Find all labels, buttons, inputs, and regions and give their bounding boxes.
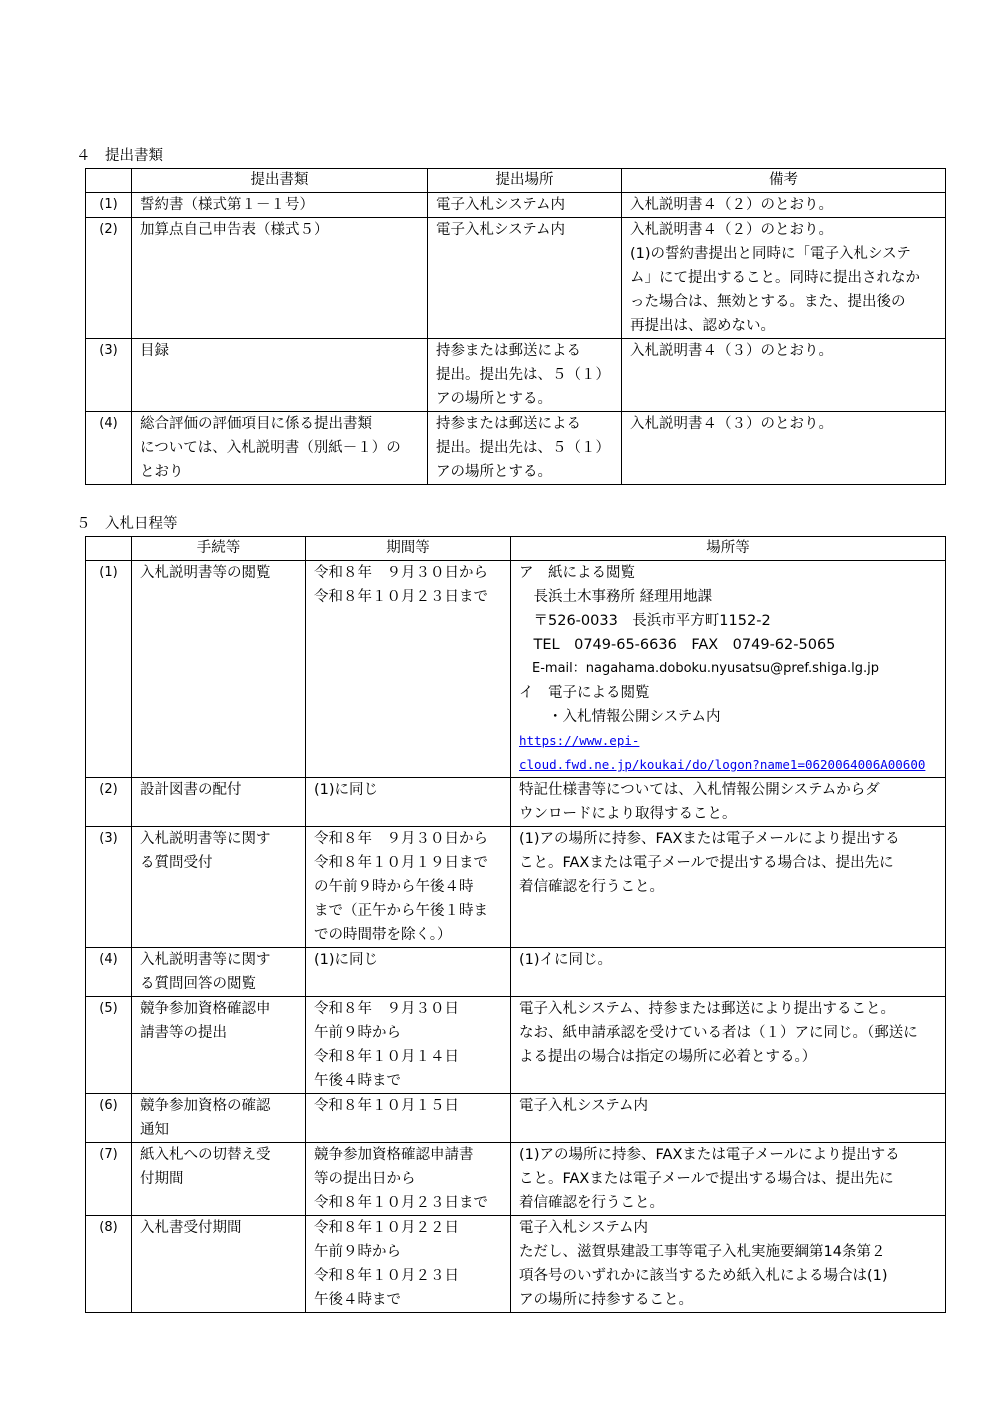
period-line: 令和８年 ９月３０日 bbox=[314, 1001, 459, 1017]
table-row bbox=[86, 218, 946, 339]
location-line: こと。FAXまたは電子メールで提出する場合は、提出先に bbox=[519, 855, 894, 871]
submission-place-line: 提出。提出先は、５（１） bbox=[436, 440, 610, 456]
period bbox=[306, 561, 511, 778]
table-row bbox=[86, 1094, 946, 1143]
header-documents: 提出書類 bbox=[132, 169, 428, 193]
location-line: ウンロードにより取得すること。 bbox=[519, 806, 737, 822]
location-line: 着信確認を行うこと。 bbox=[519, 879, 664, 895]
period-line: 午後４時まで bbox=[314, 1292, 401, 1308]
procedure-line: 入札書受付期間 bbox=[140, 1220, 242, 1236]
table-row bbox=[86, 827, 946, 948]
submission-place-line: 電子入札システム内 bbox=[436, 222, 566, 238]
notes-line: ム」にて提出すること。同時に提出されなか bbox=[630, 270, 920, 286]
header-num bbox=[86, 169, 132, 193]
header-period: 期間等 bbox=[306, 537, 511, 561]
location-line: アの場所に持参すること。 bbox=[519, 1292, 693, 1308]
location bbox=[511, 1094, 946, 1143]
procedure-line: 入札説明書等に関す bbox=[140, 952, 271, 968]
location-line: こと。FAXまたは電子メールで提出する場合は、提出先に bbox=[519, 1171, 894, 1187]
submission-place bbox=[428, 218, 622, 339]
submission-place-line: 持参または郵送による bbox=[436, 416, 581, 432]
location-line: 項各号のいずれかに該当するため紙入札による場合は(1) bbox=[519, 1268, 888, 1284]
location bbox=[511, 827, 946, 948]
table-row bbox=[86, 561, 946, 778]
period-line: 令和８年１０月１９日まで bbox=[314, 855, 488, 871]
procedure bbox=[132, 827, 306, 948]
period-line: (1)に同じ bbox=[314, 952, 379, 968]
procedure-line: 競争参加資格の確認 bbox=[140, 1098, 271, 1114]
notes-line: 入札説明書４（２）のとおり。 bbox=[630, 222, 833, 238]
procedure-line: 入札説明書等に関す bbox=[140, 831, 271, 847]
document-name-line: 目録 bbox=[140, 343, 169, 359]
bidding-schedule-table bbox=[85, 536, 946, 1313]
procedure-line: 通知 bbox=[140, 1122, 169, 1138]
procedure bbox=[132, 561, 306, 778]
procedure bbox=[132, 778, 306, 827]
location bbox=[511, 778, 946, 827]
location-line: イ 電子による閲覧 bbox=[519, 685, 650, 701]
period-line: 令和８年 ９月３０日から bbox=[314, 565, 488, 581]
submission-place-line: 電子入札システム内 bbox=[436, 197, 566, 213]
period bbox=[306, 778, 511, 827]
epi-cloud-link[interactable]: cloud.fwd.ne.jp/koukai/do/logon?name1=0620064006A00600 bbox=[519, 757, 926, 772]
submission-place-line: アの場所とする。 bbox=[436, 464, 552, 480]
period-line: の午前９時から午後４時 bbox=[314, 879, 474, 895]
period-line: 午前９時から bbox=[314, 1244, 401, 1260]
location bbox=[511, 1216, 946, 1313]
notes-line: 入札説明書４（２）のとおり。 bbox=[630, 197, 833, 213]
location-line: 特記仕様書等については、入札情報公開システムからダ bbox=[519, 782, 880, 798]
table-row bbox=[86, 997, 946, 1094]
period-line: (1)に同じ bbox=[314, 782, 379, 798]
location-line: 電子入札システム内 bbox=[519, 1220, 649, 1236]
table-row bbox=[86, 1216, 946, 1313]
notes bbox=[622, 339, 946, 412]
period-line: 令和８年１０月２３日 bbox=[314, 1268, 459, 1284]
table-row bbox=[86, 339, 946, 412]
location-line: 長浜土木事務所 経理用地課 bbox=[519, 589, 713, 605]
location bbox=[511, 997, 946, 1094]
period-line: 令和８年１０月１４日 bbox=[314, 1049, 459, 1065]
notes bbox=[622, 193, 946, 218]
document-name-line: については、入札説明書（別紙－１）の bbox=[140, 440, 401, 456]
procedure-line: 入札説明書等の閲覧 bbox=[140, 565, 271, 581]
location bbox=[511, 561, 946, 778]
procedure-line: 競争参加資格確認申 bbox=[140, 1001, 271, 1017]
row-number: (7) bbox=[86, 1143, 132, 1216]
row-number: (4) bbox=[86, 948, 132, 997]
table-row bbox=[86, 193, 946, 218]
procedure-line: 請書等の提出 bbox=[140, 1025, 227, 1041]
location bbox=[511, 948, 946, 997]
row-number: (2) bbox=[86, 778, 132, 827]
row-number: (6) bbox=[86, 1094, 132, 1143]
document-name-line: 誓約書（様式第１－１号） bbox=[140, 197, 314, 213]
period-line: での時間帯を除く。） bbox=[314, 927, 452, 943]
header-location: 場所等 bbox=[511, 537, 946, 561]
period bbox=[306, 997, 511, 1094]
notes bbox=[622, 218, 946, 339]
notes-line: った場合は、無効とする。また、提出後の bbox=[630, 294, 906, 310]
location-line: 〒526-0033 長浜市平方町1152-2 bbox=[519, 613, 771, 629]
table-row bbox=[86, 412, 946, 485]
document-name bbox=[132, 193, 428, 218]
location-line: よる提出の場合は指定の場所に必着とする。） bbox=[519, 1049, 817, 1065]
row-number: (3) bbox=[86, 827, 132, 948]
period-line: 令和８年１０月２３日まで bbox=[314, 1195, 488, 1211]
procedure-line: 紙入札への切替え受 bbox=[140, 1147, 271, 1163]
submission-place-line: 提出。提出先は、５（１） bbox=[436, 367, 610, 383]
row-number: (4) bbox=[86, 412, 132, 485]
row-number: (1) bbox=[86, 561, 132, 778]
period-line: まで（正午から午後１時ま bbox=[314, 903, 488, 919]
location-line: 電子入札システム内 bbox=[519, 1098, 649, 1114]
table-header-row bbox=[86, 537, 946, 561]
location-line: (1)イに同じ。 bbox=[519, 952, 613, 968]
procedure bbox=[132, 997, 306, 1094]
row-number: (5) bbox=[86, 997, 132, 1094]
location-line: ・入札情報公開システム内 bbox=[519, 709, 721, 725]
procedure bbox=[132, 1094, 306, 1143]
location-line: (1)アの場所に持参、FAXまたは電子メールにより提出する bbox=[519, 1147, 900, 1163]
notes bbox=[622, 412, 946, 485]
location-line: 電子入札システム、持参または郵送により提出すること。 bbox=[519, 1001, 895, 1017]
period bbox=[306, 827, 511, 948]
header-procedure: 手続等 bbox=[132, 537, 306, 561]
row-number: (1) bbox=[86, 193, 132, 218]
header-notes: 備考 bbox=[622, 169, 946, 193]
location-line: ただし、滋賀県建設工事等電子入札実施要綱第14条第２ bbox=[519, 1244, 886, 1260]
submission-place bbox=[428, 412, 622, 485]
period-line: 午後４時まで bbox=[314, 1073, 401, 1089]
location-line: ア 紙による閲覧 bbox=[519, 565, 635, 581]
period bbox=[306, 1216, 511, 1313]
period bbox=[306, 948, 511, 997]
document-name-line: とおり bbox=[140, 464, 184, 480]
table-row bbox=[86, 778, 946, 827]
table-header-row bbox=[86, 169, 946, 193]
procedure-line: る質問受付 bbox=[140, 855, 213, 871]
procedure-line: る質問回答の閲覧 bbox=[140, 976, 256, 992]
notes-line: 入札説明書４（３）のとおり。 bbox=[630, 416, 833, 432]
procedure bbox=[132, 1143, 306, 1216]
period-line: 令和８年１０月１５日 bbox=[314, 1098, 459, 1114]
submission-place-line: アの場所とする。 bbox=[436, 391, 552, 407]
document-name-line: 総合評価の評価項目に係る提出書類 bbox=[140, 416, 372, 432]
procedure-line: 設計図書の配付 bbox=[140, 782, 242, 798]
procedure-line: 付期間 bbox=[140, 1171, 184, 1187]
header-num bbox=[86, 537, 132, 561]
row-number: (3) bbox=[86, 339, 132, 412]
notes-line: 再提出は、認めない。 bbox=[630, 318, 775, 334]
location-line: TEL 0749-65-6636 FAX 0749-62-5065 bbox=[519, 637, 836, 653]
document-name-line: 加算点自己申告表（様式５） bbox=[140, 222, 329, 238]
section-4-title: ４ 提出書類 bbox=[76, 148, 163, 164]
submission-place bbox=[428, 193, 622, 218]
location-line: 着信確認を行うこと。 bbox=[519, 1195, 664, 1211]
period-line: 等の提出日から bbox=[314, 1171, 416, 1187]
section-5-title: ５ 入札日程等 bbox=[76, 516, 178, 532]
table-row bbox=[86, 948, 946, 997]
epi-cloud-link[interactable]: https://www.epi- bbox=[519, 733, 640, 748]
document-name bbox=[132, 339, 428, 412]
notes-line: (1)の誓約書提出と同時に「電子入札システ bbox=[630, 246, 911, 262]
period-line: 競争参加資格確認申請書 bbox=[314, 1147, 474, 1163]
submission-place-line: 持参または郵送による bbox=[436, 343, 581, 359]
procedure bbox=[132, 1216, 306, 1313]
period-line: 午前９時から bbox=[314, 1025, 401, 1041]
location-line: E-mail：nagahama.doboku.nyusatsu@pref.shiga.lg.jp bbox=[519, 661, 879, 676]
location-line: なお、紙申請承認を受けている者は（１）アに同じ。（郵送に bbox=[519, 1025, 918, 1041]
document-name bbox=[132, 412, 428, 485]
row-number: (8) bbox=[86, 1216, 132, 1313]
period bbox=[306, 1094, 511, 1143]
period-line: 令和８年１０月２２日 bbox=[314, 1220, 459, 1236]
document-name bbox=[132, 218, 428, 339]
period bbox=[306, 1143, 511, 1216]
submission-place bbox=[428, 339, 622, 412]
procedure bbox=[132, 948, 306, 997]
header-place: 提出場所 bbox=[428, 169, 622, 193]
row-number: (2) bbox=[86, 218, 132, 339]
period-line: 令和８年 ９月３０日から bbox=[314, 831, 488, 847]
submission-documents-table bbox=[85, 168, 946, 485]
period-line: 令和８年１０月２３日まで bbox=[314, 589, 488, 605]
location-line: (1)アの場所に持参、FAXまたは電子メールにより提出する bbox=[519, 831, 900, 847]
table-row bbox=[86, 1143, 946, 1216]
location bbox=[511, 1143, 946, 1216]
notes-line: 入札説明書４（３）のとおり。 bbox=[630, 343, 833, 359]
